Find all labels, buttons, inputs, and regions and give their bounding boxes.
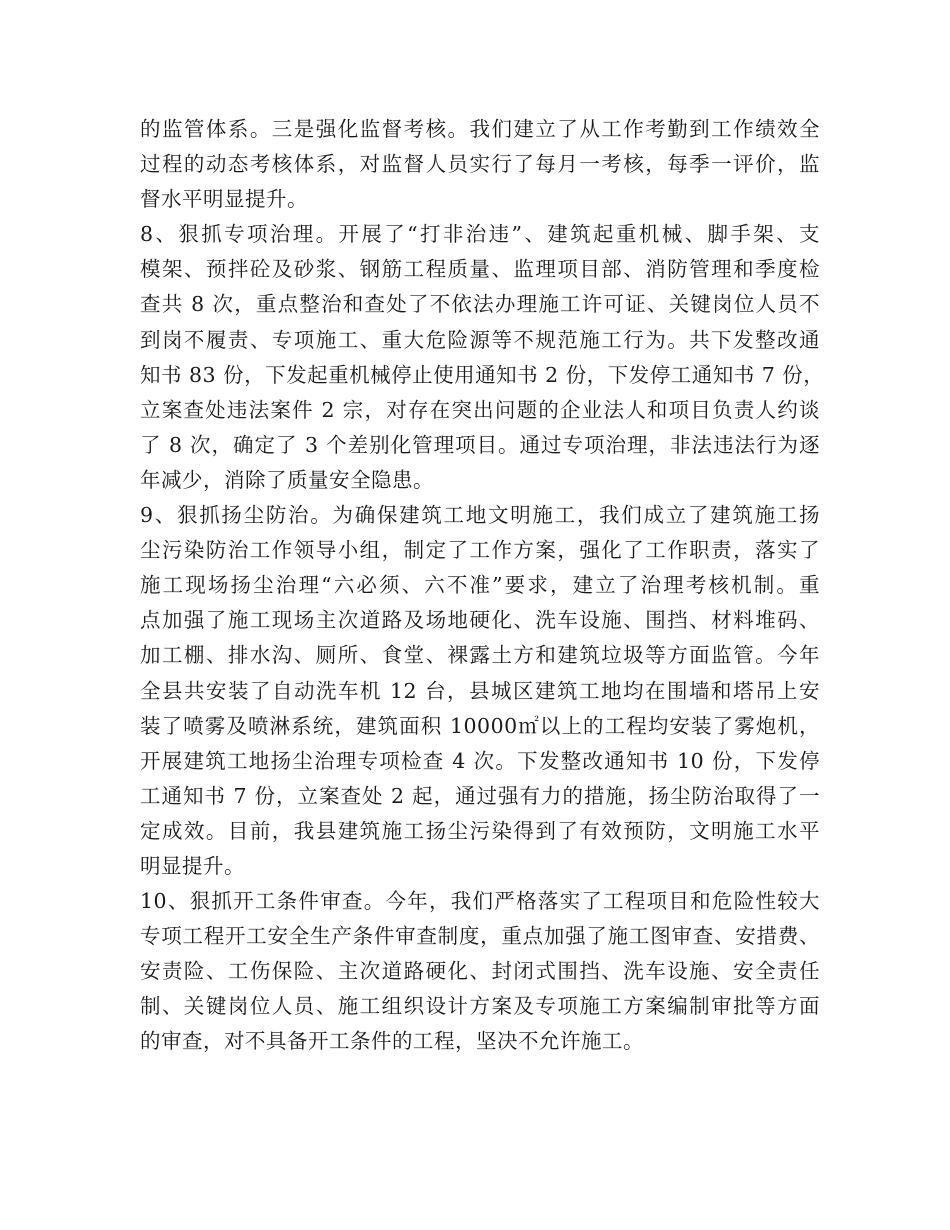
text-line: 督水平明显提升。 [140,187,308,212]
text-line: 施工现场扬尘治理“六必须、六不准”要求，建立了治理考核机制。重 [140,573,820,598]
text-line: 了 8 次，确定了 3 个差别化管理项目。通过专项治理，非法违法行为逐 [140,432,820,457]
text-line: 10、狠抓开工条件审查。今年，我们严格落实了工程项目和危险性较大 [140,889,820,914]
body-text [140,112,825,1060]
text-line: 开展建筑工地扬尘治理专项检查 4 次。下发整改通知书 10 份，下发停 [140,748,820,773]
text-line: 装了喷雾及喷淋系统，建筑面积 10000㎡以上的工程均安装了雾炮机， [140,713,820,738]
text-line: 立案查处违法案件 2 宗，对存在突出问题的企业法人和项目负责人约谈 [140,397,820,422]
text-line: 点加强了施工现场主次道路及场地硬化、洗车设施、围挡、材料堆码、 [140,608,820,633]
text-line: 8、狠抓专项治理。开展了“打非治违”、建筑起重机械、脚手架、支 [140,222,820,247]
text-line: 过程的动态考核体系，对监督人员实行了每月一考核，每季一评价，监 [140,152,820,177]
text-line: 制、关键岗位人员、施工组织设计方案及专项施工方案编制审批等方面 [140,994,820,1019]
text-line: 模架、预拌砼及砂浆、钢筋工程质量、监理项目部、消防管理和季度检 [140,257,820,282]
text-line: 到岗不履责、专项施工、重大危险源等不规范施工行为。共下发整改通 [140,327,820,352]
text-line: 的监管体系。三是强化监督考核。我们建立了从工作考勤到工作绩效全 [140,117,820,141]
text-line: 知书 83 份，下发起重机械停止使用通知书 2 份，下发停工通知书 7 份， [140,362,825,387]
text-line: 的审查，对不具备开工条件的工程，坚决不允许施工。 [140,1029,644,1054]
text-line: 加工棚、排水沟、厕所、食堂、裸露土方和建筑垃圾等方面监管。今年 [140,643,820,668]
text-line: 尘污染防治工作领导小组，制定了工作方案，强化了工作职责，落实了 [140,538,820,563]
text-line: 专项工程开工安全生产条件审查制度，重点加强了施工图审查、安措费、 [140,924,820,949]
text-line: 9、狠抓扬尘防治。为确保建筑工地文明施工，我们成立了建筑施工扬 [140,503,820,528]
text-line: 定成效。目前，我县建筑施工扬尘污染得到了有效预防，文明施工水平 [140,818,820,843]
text-line: 全县共安装了自动洗车机 12 台，县城区建筑工地均在围墙和塔吊上安 [140,678,820,703]
text-line: 工通知书 7 份，立案查处 2 起，通过强有力的措施，扬尘防治取得了一 [140,783,820,808]
text-line: 明显提升。 [140,853,245,878]
text-line: 安责险、工伤保险、主次道路硬化、封闭式围挡、洗车设施、安全责任 [140,959,820,984]
text-line: 查共 8 次，重点整治和查处了不依法办理施工许可证、关键岗位人员不 [140,292,820,317]
text-line: 年减少，消除了质量安全隐患。 [140,467,434,492]
